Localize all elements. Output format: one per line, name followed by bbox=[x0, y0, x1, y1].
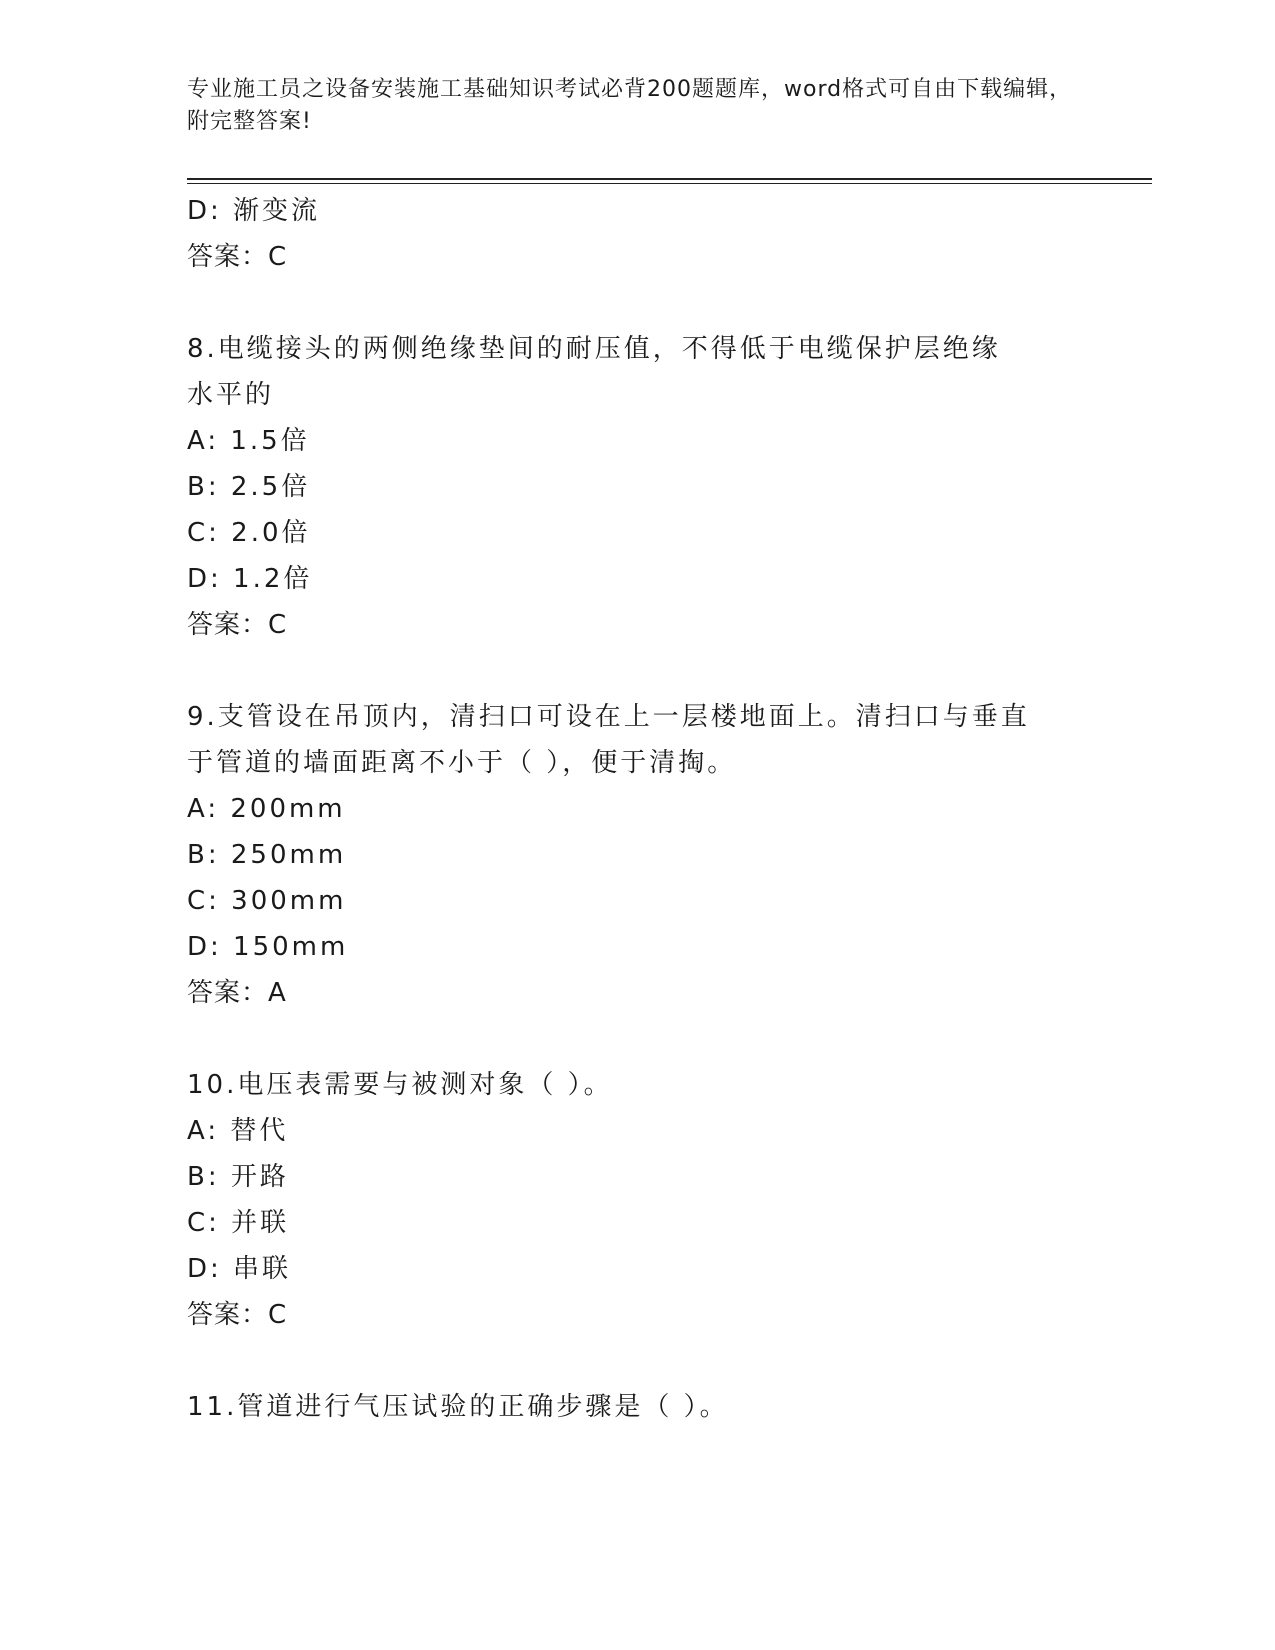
option-d: D: 1.2倍 bbox=[187, 564, 313, 594]
question-block bbox=[187, 694, 1087, 1016]
option-d: D: 渐变流 bbox=[187, 196, 321, 226]
option-c: C: 300mm bbox=[187, 886, 347, 916]
option-b: B: 250mm bbox=[187, 840, 347, 870]
question-block bbox=[187, 326, 1087, 648]
question-text: 9.支管设在吊顶内，清扫口可设在上一层楼地面上。清扫口与垂直于管道的墙面距离不小于（ ），便于清掏。 bbox=[187, 702, 1030, 778]
answer: 答案：A bbox=[187, 978, 287, 1008]
answer: 答案：C bbox=[187, 1300, 288, 1330]
option-a: A: 200mm bbox=[187, 794, 346, 824]
answer: 答案：C bbox=[187, 610, 288, 640]
header-divider-thin bbox=[187, 183, 1152, 184]
option-c: C: 2.0倍 bbox=[187, 518, 311, 548]
answer: 答案：C bbox=[187, 242, 288, 272]
document-header: 专业施工员之设备安装施工基础知识考试必背200题题库，word格式可自由下载编辑，附完整答案! bbox=[187, 77, 1073, 134]
question-text: 11.管道进行气压试验的正确步骤是（ ）。 bbox=[187, 1392, 729, 1422]
question-text: 10.电压表需要与被测对象（ ）。 bbox=[187, 1070, 613, 1100]
option-b: B: 开路 bbox=[187, 1162, 289, 1192]
option-d: D: 150mm bbox=[187, 932, 349, 962]
option-a: A: 1.5倍 bbox=[187, 426, 310, 456]
option-b: B: 2.5倍 bbox=[187, 472, 311, 502]
option-d: D: 串联 bbox=[187, 1254, 292, 1284]
option-c: C: 并联 bbox=[187, 1208, 290, 1238]
question-text: 8.电缆接头的两侧绝缘垫间的耐压值，不得低于电缆保护层绝缘水平的 bbox=[187, 334, 1001, 410]
option-a: A: 替代 bbox=[187, 1116, 289, 1146]
question-block bbox=[187, 1062, 1087, 1338]
question-block bbox=[187, 1384, 1087, 1430]
header-divider-thick bbox=[187, 178, 1152, 180]
document-body bbox=[187, 188, 1087, 1430]
